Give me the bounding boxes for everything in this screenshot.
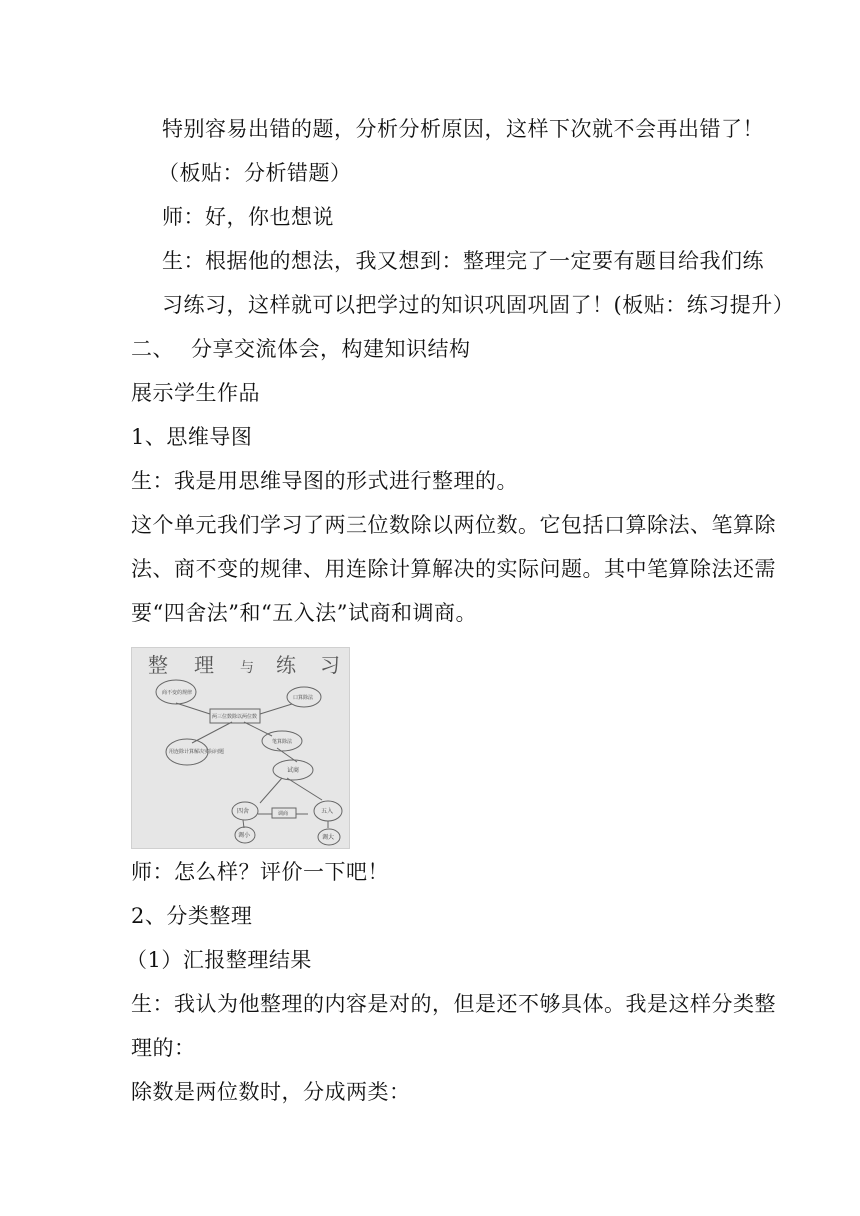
paragraph-line: 理的： [131,1036,196,1060]
mind-map-node: 调商 [278,811,289,817]
mind-map-node: 调大 [322,834,335,841]
mind-map-title-char: 练 [276,653,296,677]
paragraph-line: 生：我是用思维导图的形式进行整理的。 [131,469,518,493]
paragraph-line: 特别容易出错的题，分析分析原因，这样下次就不会再出错了！ [162,117,764,141]
mind-map-title-char: 与 [240,660,254,676]
paragraph-line: 法、商不变的规律、用连除计算解决的实际问题。其中笔算除法还需 [131,557,776,581]
paragraph-line: 生：根据他的想法，我又想到：整理完了一定要有题目给我们练 [162,249,764,273]
mind-map-title-char: 整 [148,653,168,677]
mind-map-node: 用连除计算解决实际问题 [169,749,225,755]
section-heading-number: 二、 [131,337,174,361]
subheading: （1）汇报整理结果 [126,948,312,972]
mind-map-title-char: 理 [194,653,214,677]
mind-map-node: 商不变的规律 [162,690,193,696]
paragraph-line: 展示学生作品 [131,381,260,405]
mind-map-node: 调小 [238,832,251,839]
mind-map-node: 两三位数除以两位数 [212,714,258,720]
subheading: 2、分类整理 [131,904,253,928]
paragraph-line: 师：怎么样？评价一下吧！ [131,860,389,884]
paragraph-line: （板贴：分析错题） [158,161,352,185]
paragraph-line: 习练习，这样就可以把学过的知识巩固巩固了！(板贴：练习提升） [162,293,795,317]
paragraph-line: 要“四舍法”和“五入法”试商和调商。 [131,601,477,625]
section-heading: 分享交流体会，构建知识结构 [191,337,471,361]
paragraph-line: 除数是两位数时，分成两类： [131,1080,411,1104]
paragraph-line: 师：好，你也想说 [162,205,334,229]
paragraph-line: 这个单元我们学习了两三位数除以两位数。它包括口算除法、笔算除 [131,513,776,537]
mind-map-title-char: 习 [320,653,340,677]
subheading: 1、思维导图 [131,425,253,449]
mind-map-node: 五入 [321,808,334,815]
mind-map-node: 四舍 [237,808,250,815]
mind-map-photo [131,647,350,849]
mind-map-node: 笔算除法 [272,739,293,745]
mind-map-node: 口算除法 [293,695,314,701]
mind-map-drawing [132,648,349,848]
mind-map-node: 试商 [287,767,300,774]
paragraph-line: 生：我认为他整理的内容是对的，但是还不够具体。我是这样分类整 [131,992,776,1016]
